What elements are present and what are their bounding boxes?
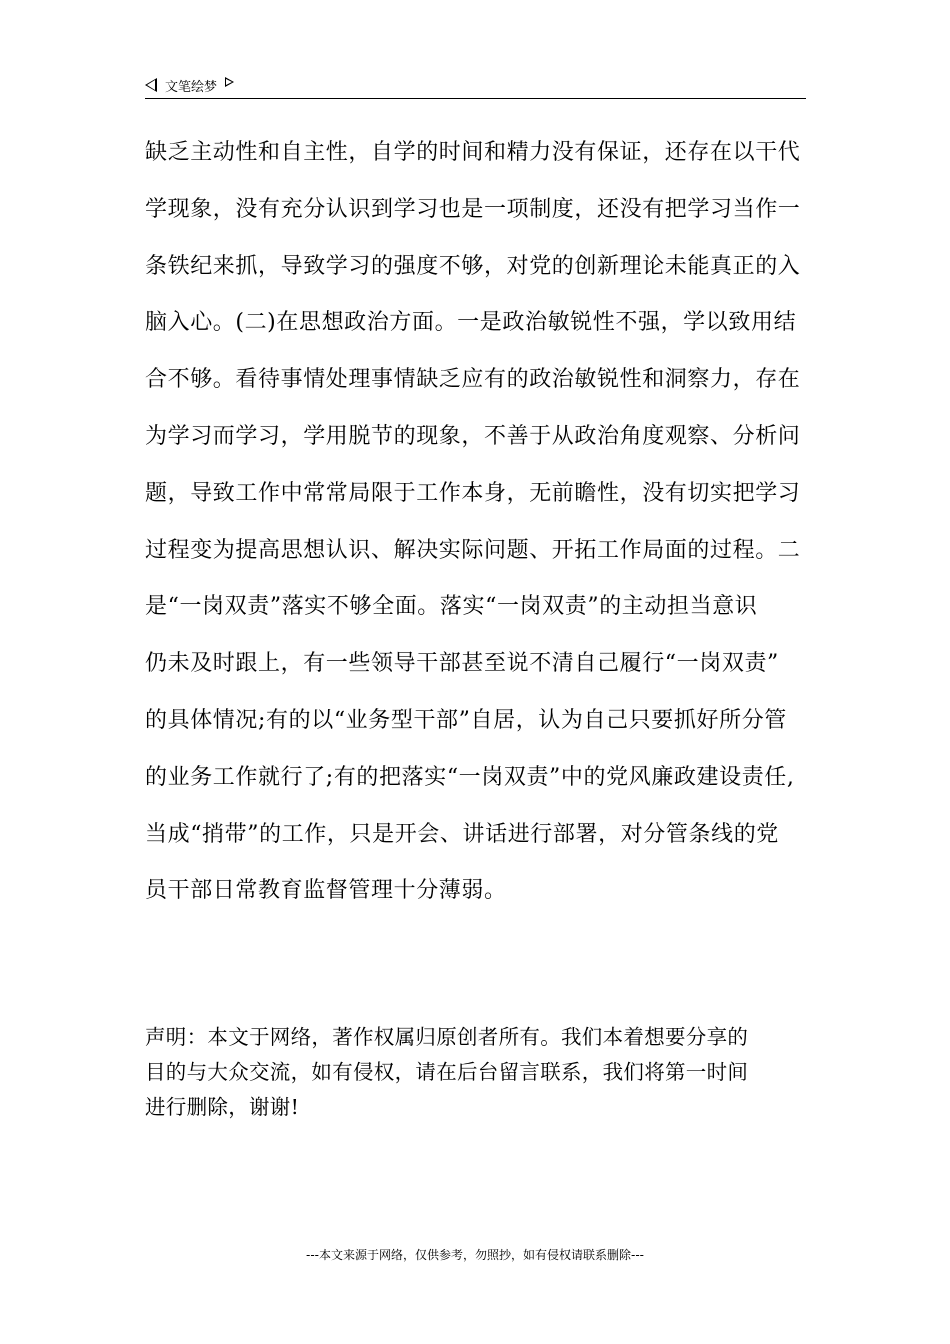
body-line: 题，导致工作中常常局限于工作本身，无前瞻性，没有切实把学习: [145, 480, 801, 506]
body-line: 条铁纪来抓，导致学习的强度不够，对党的创新理论未能真正的入: [145, 253, 801, 279]
triangle-left-icon: [145, 78, 157, 92]
body-line: 脑入心。(二)在思想政治方面。一是政治敏锐性不强，学以致用结: [145, 310, 797, 336]
triangle-right-icon: [225, 77, 234, 87]
body-line: 仍未及时跟上，有一些领导干部甚至说不清自己履行“一岗双责”: [145, 651, 779, 677]
notice-line: 声明：本文于网络，著作权属归原创者所有。我们本着想要分享的: [145, 1025, 749, 1049]
body-line: 合不够。看待事情处理事情缺乏应有的政治敏锐性和洞察力，存在: [145, 367, 801, 393]
body-line: 的具体情况;有的以“业务型干部”自居，认为自己只要抓好所分管: [145, 707, 787, 733]
body-line: 员干部日常教育监督管理十分薄弱。: [145, 878, 507, 904]
page-header: [145, 72, 806, 99]
notice-line: 进行删除，谢谢!: [145, 1095, 300, 1119]
header-title: 文笔绘梦: [165, 79, 218, 95]
body-line: 学现象，没有充分认识到学习也是一项制度，还没有把学习当作一: [145, 196, 801, 222]
page-footer: ---本文来源于网络，仅供参考，勿照抄，如有侵权请联系删除---: [306, 1248, 644, 1262]
body-paragraph: [145, 130, 809, 925]
body-line: 是“一岗双责”落实不够全面。落实“一岗双责”的主动担当意识: [145, 594, 758, 620]
body-line: 的业务工作就行了;有的把落实“一岗双责”中的党风廉政建设责任,: [145, 764, 795, 790]
body-line: 当成“捎带”的工作，只是开会、讲话进行部署，对分管条线的党: [145, 821, 779, 847]
body-line: 缺乏主动性和自主性，自学的时间和精力没有保证，还存在以干代: [145, 140, 801, 165]
copyright-notice: [145, 1020, 809, 1125]
notice-line: 目的与大众交流，如有侵权，请在后台留言联系，我们将第一时间: [145, 1060, 749, 1084]
body-line: 过程变为提高思想认识、解决实际问题、开拓工作局面的过程。二: [145, 537, 801, 563]
body-line: 为学习而学习，学用脱节的现象，不善于从政治角度观察、分析问: [145, 423, 801, 449]
